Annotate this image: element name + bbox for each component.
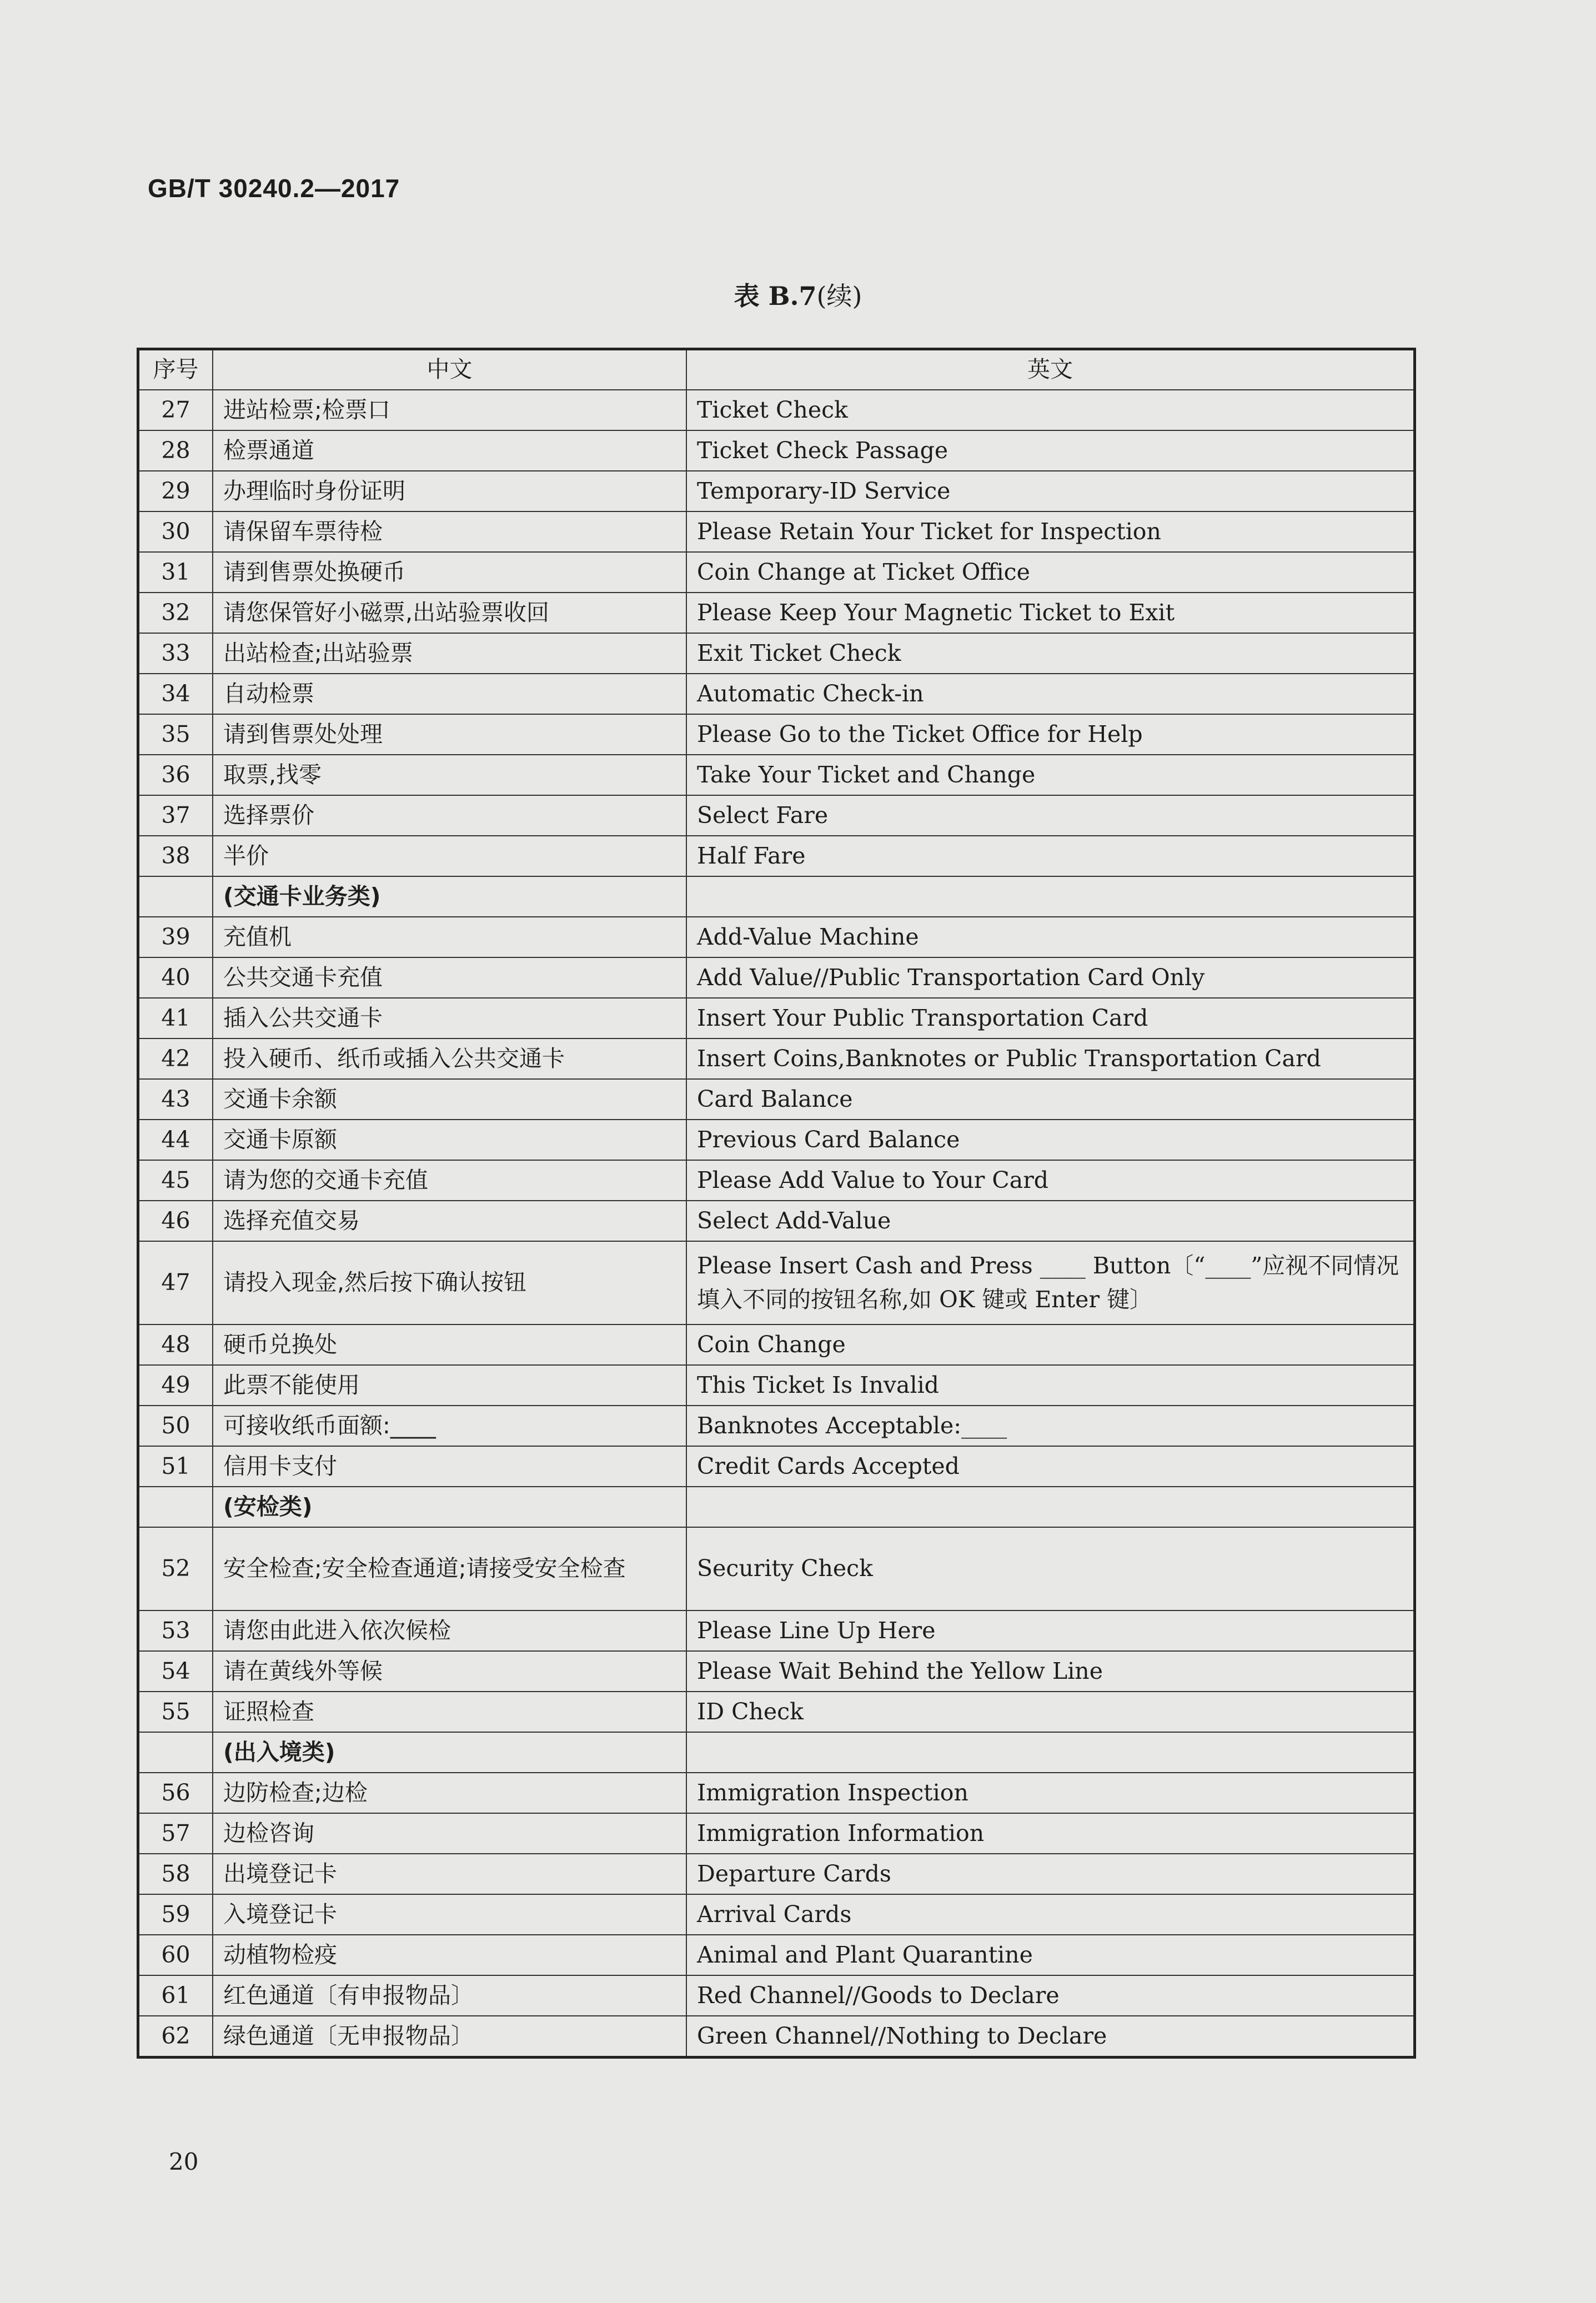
row-number-cell: 56	[138, 1773, 213, 1813]
english-term-cell: Card Balance	[686, 1079, 1415, 1120]
table-row	[138, 674, 1415, 714]
chinese-term-cell: 自动检票	[213, 674, 686, 714]
row-number-cell	[138, 1487, 213, 1527]
row-number-cell: 41	[138, 998, 213, 1038]
chinese-term-cell: 交通卡原额	[213, 1120, 686, 1160]
table-row	[138, 390, 1415, 430]
row-number-cell: 36	[138, 755, 213, 795]
row-number-cell: 44	[138, 1120, 213, 1160]
table-row	[138, 1038, 1415, 1079]
standard-code: GB/T 30240.2—2017	[148, 174, 400, 203]
table-row	[138, 957, 1415, 998]
table-row	[138, 1120, 1415, 1160]
row-number-cell: 47	[138, 1241, 213, 1324]
row-number-cell: 60	[138, 1935, 213, 1975]
english-term-cell	[686, 1732, 1415, 1773]
chinese-term-cell: (出入境类)	[213, 1732, 686, 1773]
table-row	[138, 714, 1415, 755]
english-term-cell: Coin Change	[686, 1324, 1415, 1365]
chinese-term-cell: 请到售票处处理	[213, 714, 686, 755]
chinese-term-cell: 插入公共交通卡	[213, 998, 686, 1038]
row-number-cell: 31	[138, 552, 213, 593]
chinese-term-cell: 请投入现金,然后按下确认按钮	[213, 1241, 686, 1324]
english-term-cell: Departure Cards	[686, 1854, 1415, 1894]
chinese-term-cell: 入境登记卡	[213, 1894, 686, 1935]
chinese-term-cell: 请保留车票待检	[213, 511, 686, 552]
table-row	[138, 1610, 1415, 1651]
chinese-term-cell: 边防检查;边检	[213, 1773, 686, 1813]
chinese-term-cell: 请在黄线外等候	[213, 1651, 686, 1692]
row-number-cell: 48	[138, 1324, 213, 1365]
row-number-cell: 32	[138, 593, 213, 633]
english-term-cell: Coin Change at Ticket Office	[686, 552, 1415, 593]
table-row	[138, 795, 1415, 836]
chinese-term-cell: 安全检查;安全检查通道;请接受安全检查	[213, 1527, 686, 1610]
table-continued-label: (续)	[816, 281, 862, 311]
table-row	[138, 1365, 1415, 1406]
row-number-cell: 46	[138, 1201, 213, 1241]
table-row	[138, 593, 1415, 633]
chinese-term-cell: 请您保管好小磁票,出站验票收回	[213, 593, 686, 633]
english-term-cell: Automatic Check-in	[686, 674, 1415, 714]
chinese-term-cell: 请为您的交通卡充值	[213, 1160, 686, 1201]
chinese-term-cell: 绿色通道〔无申报物品〕	[213, 2016, 686, 2058]
table-row	[138, 430, 1415, 471]
table-row	[138, 1406, 1415, 1446]
chinese-term-cell: 投入硬币、纸币或插入公共交通卡	[213, 1038, 686, 1079]
row-number-cell: 52	[138, 1527, 213, 1610]
english-term-cell: Please Add Value to Your Card	[686, 1160, 1415, 1201]
row-number-cell	[138, 876, 213, 917]
chinese-term-cell: 公共交通卡充值	[213, 957, 686, 998]
table-row	[138, 1692, 1415, 1732]
row-number-cell: 51	[138, 1446, 213, 1487]
table-row	[138, 1975, 1415, 2016]
english-term-cell: Please Line Up Here	[686, 1610, 1415, 1651]
english-term-cell: Please Insert Cash and Press ____ Button〔“____”应视不同情况填入不同的按钮名称,如 OK 键或 Enter 键〕	[686, 1241, 1415, 1324]
chinese-term-cell: 选择充值交易	[213, 1201, 686, 1241]
table-caption	[0, 276, 1596, 313]
table-row	[138, 1527, 1415, 1610]
table-row	[138, 1651, 1415, 1692]
row-number-cell: 29	[138, 471, 213, 511]
chinese-term-cell: 半价	[213, 836, 686, 876]
row-number-cell: 27	[138, 390, 213, 430]
row-number-cell: 62	[138, 2016, 213, 2058]
chinese-term-cell: 硬币兑换处	[213, 1324, 686, 1365]
category-row	[138, 876, 1415, 917]
table-row	[138, 1241, 1415, 1324]
row-number-cell: 42	[138, 1038, 213, 1079]
row-number-cell: 38	[138, 836, 213, 876]
english-term-cell: Add Value//Public Transportation Card Only	[686, 957, 1415, 998]
english-term-cell: Add-Value Machine	[686, 917, 1415, 957]
table-row	[138, 1773, 1415, 1813]
chinese-term-cell: 请到售票处换硬币	[213, 552, 686, 593]
english-term-cell: Green Channel//Nothing to Declare	[686, 2016, 1415, 2058]
row-number-cell: 43	[138, 1079, 213, 1120]
english-term-cell: Please Keep Your Magnetic Ticket to Exit	[686, 593, 1415, 633]
chinese-term-cell: (交通卡业务类)	[213, 876, 686, 917]
table-row	[138, 1813, 1415, 1854]
table-row	[138, 1079, 1415, 1120]
chinese-term-cell: 证照检查	[213, 1692, 686, 1732]
row-number-cell: 54	[138, 1651, 213, 1692]
english-term-cell: Immigration Information	[686, 1813, 1415, 1854]
row-number-cell: 37	[138, 795, 213, 836]
header-zh: 中文	[213, 349, 686, 390]
table-row	[138, 755, 1415, 795]
english-term-cell: Animal and Plant Quarantine	[686, 1935, 1415, 1975]
table-row	[138, 917, 1415, 957]
english-term-cell: Immigration Inspection	[686, 1773, 1415, 1813]
english-term-cell: Credit Cards Accepted	[686, 1446, 1415, 1487]
chinese-term-cell: (安检类)	[213, 1487, 686, 1527]
english-term-cell: Banknotes Acceptable:____	[686, 1406, 1415, 1446]
row-number-cell: 59	[138, 1894, 213, 1935]
table-row	[138, 1935, 1415, 1975]
table-header-row	[138, 349, 1415, 390]
row-number-cell	[138, 1732, 213, 1773]
english-term-cell: Select Add-Value	[686, 1201, 1415, 1241]
row-number-cell: 49	[138, 1365, 213, 1406]
row-number-cell: 50	[138, 1406, 213, 1446]
table-row	[138, 552, 1415, 593]
english-term-cell: Arrival Cards	[686, 1894, 1415, 1935]
chinese-term-cell: 选择票价	[213, 795, 686, 836]
table-row	[138, 1446, 1415, 1487]
english-term-cell: ID Check	[686, 1692, 1415, 1732]
category-row	[138, 1732, 1415, 1773]
chinese-term-cell: 红色通道〔有申报物品〕	[213, 1975, 686, 2016]
terms-table	[137, 348, 1416, 2059]
english-term-cell: Please Wait Behind the Yellow Line	[686, 1651, 1415, 1692]
category-row	[138, 1487, 1415, 1527]
table-title: 表 B.7	[734, 281, 817, 311]
english-term-cell	[686, 876, 1415, 917]
table-row	[138, 471, 1415, 511]
table-row	[138, 836, 1415, 876]
english-term-cell: Half Fare	[686, 836, 1415, 876]
chinese-term-cell: 交通卡余额	[213, 1079, 686, 1120]
table-row	[138, 1854, 1415, 1894]
chinese-term-cell: 可接收纸币面额:____	[213, 1406, 686, 1446]
row-number-cell: 55	[138, 1692, 213, 1732]
chinese-term-cell: 取票,找零	[213, 755, 686, 795]
english-term-cell: Exit Ticket Check	[686, 633, 1415, 674]
chinese-term-cell: 充值机	[213, 917, 686, 957]
header-en: 英文	[686, 349, 1415, 390]
chinese-term-cell: 办理临时身份证明	[213, 471, 686, 511]
table-row	[138, 1894, 1415, 1935]
row-number-cell: 30	[138, 511, 213, 552]
english-term-cell: Take Your Ticket and Change	[686, 755, 1415, 795]
row-number-cell: 33	[138, 633, 213, 674]
chinese-term-cell: 请您由此进入依次候检	[213, 1610, 686, 1651]
chinese-term-cell: 动植物检疫	[213, 1935, 686, 1975]
english-term-cell: Ticket Check	[686, 390, 1415, 430]
table-row	[138, 633, 1415, 674]
english-term-cell: This Ticket Is Invalid	[686, 1365, 1415, 1406]
table-row	[138, 2016, 1415, 2058]
english-term-cell: Red Channel//Goods to Declare	[686, 1975, 1415, 2016]
row-number-cell: 57	[138, 1813, 213, 1854]
table-row	[138, 1160, 1415, 1201]
header-no: 序号	[138, 349, 213, 390]
english-term-cell: Insert Your Public Transportation Card	[686, 998, 1415, 1038]
chinese-term-cell: 此票不能使用	[213, 1365, 686, 1406]
chinese-term-cell: 出境登记卡	[213, 1854, 686, 1894]
table-row	[138, 511, 1415, 552]
chinese-term-cell: 边检咨询	[213, 1813, 686, 1854]
row-number-cell: 35	[138, 714, 213, 755]
row-number-cell: 40	[138, 957, 213, 998]
table-row	[138, 1201, 1415, 1241]
english-term-cell: Please Retain Your Ticket for Inspection	[686, 511, 1415, 552]
table-row	[138, 1324, 1415, 1365]
english-term-cell: Ticket Check Passage	[686, 430, 1415, 471]
chinese-term-cell: 进站检票;检票口	[213, 390, 686, 430]
table-body	[138, 390, 1415, 2058]
english-term-cell: Select Fare	[686, 795, 1415, 836]
row-number-cell: 34	[138, 674, 213, 714]
chinese-term-cell: 检票通道	[213, 430, 686, 471]
english-term-cell: Please Go to the Ticket Office for Help	[686, 714, 1415, 755]
row-number-cell: 28	[138, 430, 213, 471]
row-number-cell: 53	[138, 1610, 213, 1651]
english-term-cell	[686, 1487, 1415, 1527]
english-term-cell: Temporary-ID Service	[686, 471, 1415, 511]
row-number-cell: 45	[138, 1160, 213, 1201]
chinese-term-cell: 出站检查;出站验票	[213, 633, 686, 674]
english-term-cell: Security Check	[686, 1527, 1415, 1610]
english-term-cell: Previous Card Balance	[686, 1120, 1415, 1160]
row-number-cell: 58	[138, 1854, 213, 1894]
table-row	[138, 998, 1415, 1038]
chinese-term-cell: 信用卡支付	[213, 1446, 686, 1487]
page-number: 20	[169, 2148, 199, 2175]
row-number-cell: 39	[138, 917, 213, 957]
english-term-cell: Insert Coins,Banknotes or Public Transportation Card	[686, 1038, 1415, 1079]
row-number-cell: 61	[138, 1975, 213, 2016]
